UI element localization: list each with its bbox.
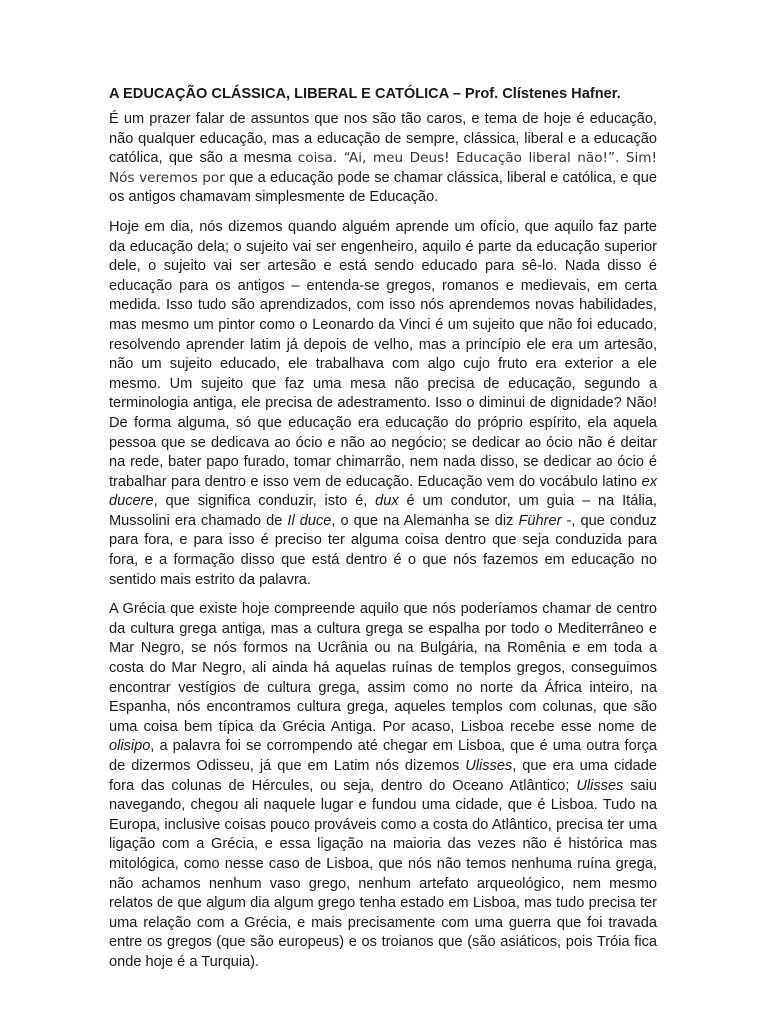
term-ulisses-2: Ulisses xyxy=(576,777,624,794)
paragraph-2-text-i: -, que conduz para fora, e para isso é preciso ter alguma coisa dentro que seja conduzida para fora, e a formação disso que está dentro é o que nós fazemos em educação no sentido mais estrito da palavra. xyxy=(109,512,657,588)
paragraph-3-text-g: saiu navegando, chegou ali naquele lugar e fundou uma cidade, que é Lisboa. Tudo na Europa, inclusive coisas pouco prováveis como a costa do Atlântico, precisa ter uma ligação com a Grécia, e essa ligação na maioria das vezes não é histórica mas mitológica, como nesse caso de Lisboa, que nós não temos nenhuma ruína grega, não achamos nenhum vaso grego, nenhum artefato arqueológico, nem mesmo relatos de que algum dia algum grego tenha estado em Lisboa, mas tudo precisa ter uma relação com a Grécia, e mais precisamente com uma guerra que foi travada entre os gregos (que são europeus) e os troianos que (são asiáticos, pois Tróia fica onde hoje é a Turquia). xyxy=(109,777,657,970)
paragraph-2-text-e: é um condutor, um guia – na Itália, Mussolini era chamado de xyxy=(109,493,657,529)
term-dux: dux xyxy=(375,493,399,510)
term-fuhrer: Führer xyxy=(518,512,562,529)
paragraph-2 xyxy=(109,218,657,590)
paragraph-3 xyxy=(109,600,657,972)
term-il-duce: Il duce xyxy=(287,512,332,529)
paragraph-1-text-a: É um prazer falar de assuntos que nos são tão caros, e tema de hoje é educação, não qualquer educação, mas a educação de sempre, clássica, liberal e a educação católica, que são a mesma xyxy=(109,111,657,167)
term-ex-ducere: ex ducere xyxy=(109,473,657,510)
paragraph-1-quote: coisa. “Ai, meu Deus! Educação liberal não!”. Sim! Nós veremos por xyxy=(109,150,657,186)
paragraph-2-text-g: , o que na Alemanha se diz xyxy=(331,512,519,529)
paragraph-3-text-c: , a palavra foi se corrompendo até chegar em Lisboa, que é uma outra força de dizermos Odisseu, já que em Latim nós dizemos xyxy=(109,738,657,774)
paragraph-3-text-e: , que era uma cidade fora das colunas de Hércules, ou seja, dentro do Oceano Atlântico; xyxy=(109,758,658,794)
paragraph-2-text-a: Hoje em dia, nós dizemos quando alguém aprende um ofício, que aquilo faz parte da educação dela; o sujeito vai ser engenheiro, aquilo é parte da educação superior dele, o sujeito vai ser artesão e está sendo educado para sê-lo. Nada disso é educação para os antigos – entenda-se gregos, romanos e medievais, em certa medida. Isso tudo são aprendizados, com isso nós aprendemos novas habilidades, mas mesmo um pintor como o Leonardo da Vinci é um sujeito que não foi educado, resolvendo aprender latim já depois de velho, mas a princípio ele era um artesão, não um sujeito educado, ele trabalhava com algo cujo fruto era exterior a ele mesmo. Um sujeito que faz uma mesa não precisa de educação, segundo a terminologia antiga, ele precisa de adestramento. Isso o diminui de dignidade? Não! De forma alguma, só que educação era educação do próprio espírito, ela aquela pessoa que se dedicava ao ócio e não ao negócio; se dedicar ao ócio não é deitar na rede, bater papo furado, tomar chimarrão, nem nada disso, se dedicar ao ócio é trabalhar para dentro e isso vem de educação. Educação vem do vocábulo latino xyxy=(109,218,657,490)
paragraph-3-text-a: A Grécia que existe hoje compreende aquilo que nós poderíamos chamar de centro da cultura grega antiga, mas a cultura grega se espalha por todo o Mediterrâneo e Mar Negro, se nós formos na Ucrânia ou na Bulgária, na Romênia e em toda a costa do Mar Negro, ali ainda há aquelas ruínas de templos gregos, conseguimos encontrar vestígios de cultura grega, assim como no norte da África inteiro, na Espanha, nós encontramos cultura grega, aqueles templos com colunas, que são uma coisa bem típica da Grécia Antiga. Por acaso, Lisboa recebe esse nome de xyxy=(109,601,657,735)
term-ulisses-1: Ulisses xyxy=(465,758,513,774)
term-olisipo: olisipo xyxy=(109,738,151,755)
paragraph-2-text-c: , que significa conduzir, isto é, xyxy=(153,493,376,510)
paragraph-1 xyxy=(109,110,657,208)
paragraph-1-text-c: que a educação pode se chamar clássica, liberal e católica, e que os antigos chamavam simplesmente de Educação. xyxy=(109,169,658,206)
document-title: A EDUCAÇÃO CLÁSSICA, LIBERAL E CATÓLICA – Prof. Clístenes Hafner. xyxy=(109,86,621,102)
